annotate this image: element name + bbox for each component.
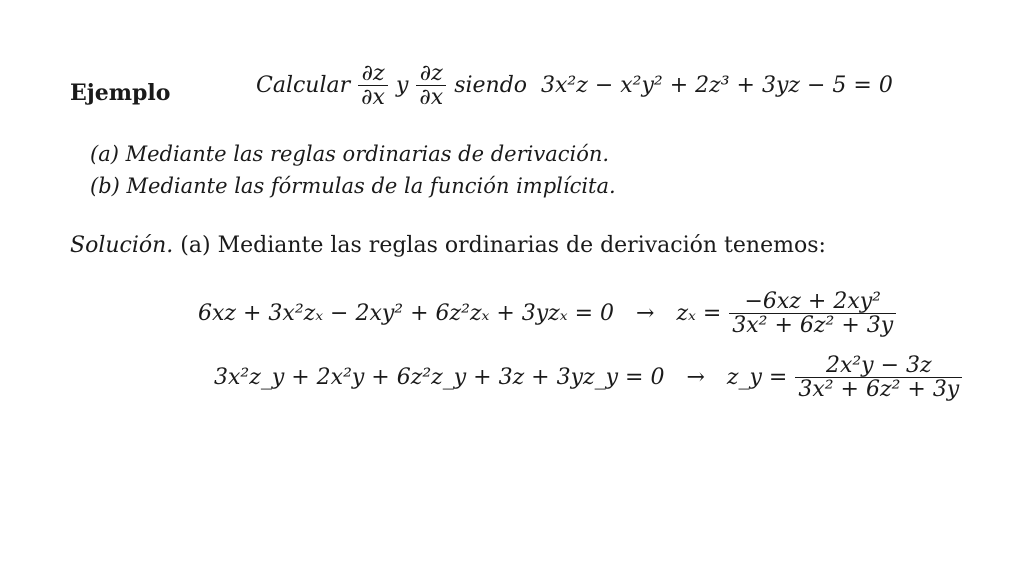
item-b-text: Mediante las fórmulas de la función implícita. (126, 174, 616, 198)
item-b-tag: (b) (90, 174, 120, 198)
partial-numerator-1: ∂z (361, 61, 385, 86)
solution-text: (a) Mediante las reglas ordinarias de derivación tenemos: (180, 233, 826, 258)
equation-1-denominator: 3x² + 6z² + 3y (729, 313, 896, 337)
arrow-icon: → (636, 301, 655, 327)
equation-1-lhs: 6xz + 3x²zₓ − 2xy² + 6z²zₓ + 3yzₓ = 0 (198, 301, 615, 327)
partial-derivative-2 (416, 62, 446, 109)
example-label: Ejemplo (70, 80, 171, 106)
partial-denominator-2: ∂x (416, 85, 446, 109)
partial-derivative-1 (358, 62, 388, 109)
arrow-icon: → (686, 365, 705, 391)
implicit-equation: 3x²z − x²y² + 2z³ + 3yz − 5 = 0 (541, 73, 893, 99)
equation-2-lhs: 3x²z_y + 2x²y + 6z²z_y + 3z + 3yz_y = 0 (214, 365, 665, 391)
equation-2-numerator: 2x²y − 3z (825, 353, 932, 378)
equation-row-1 (198, 290, 896, 337)
equation-2-denominator: 3x² + 6z² + 3y (795, 377, 962, 401)
partial-denominator-1: ∂x (358, 85, 388, 109)
item-a-tag: (a) (90, 142, 119, 166)
equation-row-2 (214, 354, 962, 401)
equation-1-fraction (729, 290, 896, 337)
statement-connector: y (395, 73, 409, 99)
item-a-text: Mediante las reglas ordinarias de derivación. (125, 142, 610, 166)
solution-line (70, 233, 826, 258)
equation-1-var: zₓ = (676, 301, 722, 327)
partial-numerator-2: ∂z (419, 61, 443, 86)
item-a (90, 142, 609, 166)
equation-2-var: z_y = (726, 365, 788, 391)
statement-mid: siendo (454, 73, 528, 99)
equation-2-fraction (795, 354, 962, 401)
equation-1-numerator: −6xz + 2xy² (744, 289, 881, 314)
statement-prefix: Calcular (256, 73, 351, 99)
problem-statement (256, 62, 893, 109)
item-b (90, 174, 616, 198)
solution-label: Solución. (70, 233, 174, 258)
